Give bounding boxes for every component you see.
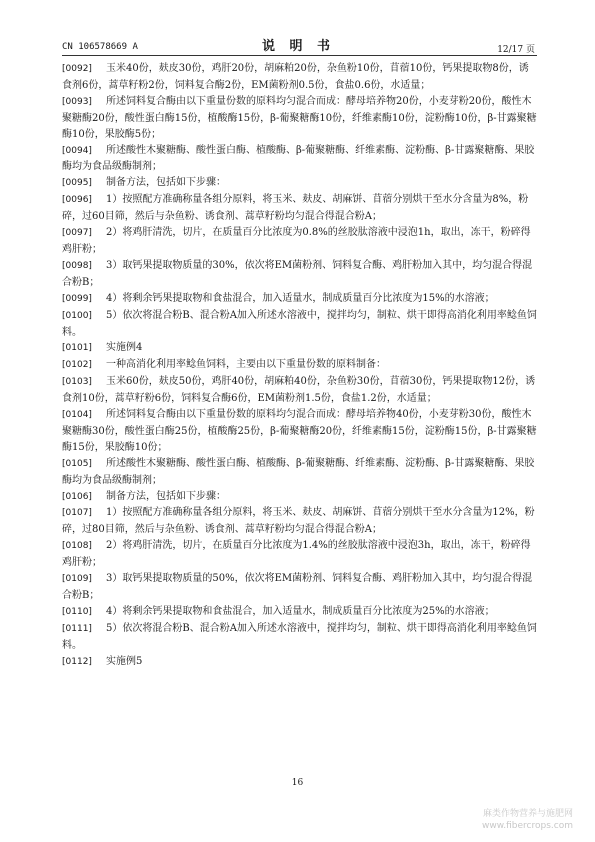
paragraph [62, 258, 538, 291]
paragraph-text: 制备方法，包括如下步骤： [106, 490, 226, 502]
paragraph [62, 654, 538, 671]
paragraph-text: 3）取钙果提取物质量的30%，依次将EM菌粉剂、饲料复合酶、鸡肝粉加入其中，均匀混合得混合粉B； [62, 259, 533, 288]
paragraph [62, 374, 538, 407]
paragraph-text: 1）按照配方准确称量各组分原料，将玉米、麸皮、胡麻饼、苜蓿分别烘干至水分含量为12%，粉碎，过80目筛，然后与杂鱼粉、诱食剂、蒿草籽粉均匀混合得混合粉A； [62, 507, 535, 536]
paragraph-number: [0112] [62, 656, 92, 667]
paragraph-number: [0092] [62, 64, 92, 74]
watermark-title: 麻类作物营养与施肥网 [482, 809, 573, 819]
paragraph [62, 94, 538, 143]
paragraph-text: 制备方法，包括如下步骤： [106, 177, 226, 189]
paragraph-text: 5）依次将混合粉B、混合粉A加入所述水溶液中，搅拌均匀，制粒、烘干即得高消化利用率鲶鱼饲料。 [62, 622, 537, 651]
page-header [62, 30, 535, 56]
paragraph-number: [0105] [62, 458, 92, 469]
paragraph-number: [0106] [62, 491, 92, 502]
page-number: 16 [291, 778, 304, 788]
paragraph-text: 玉米60份，麸皮50份，鸡肝40份，胡麻粕40份，杂鱼粉30份，苜蓿30份，钙果提取物12份，诱食剂10份，蒿草籽粉6份，饲料复合酶6份，EM菌粉剂1.5份，食盐1.2份，水适量； [62, 376, 536, 405]
paragraph-number: [0101] [62, 343, 92, 354]
paragraph [62, 571, 538, 604]
document-title: 说 明 书 [261, 39, 336, 54]
paragraph-number: [0098] [62, 260, 92, 271]
paragraph-number: [0109] [62, 574, 92, 585]
paragraph [62, 456, 538, 489]
paragraph [62, 143, 538, 176]
paragraph-text: 玉米40份，麸皮30份，鸡肝20份，胡麻粕20份，杂鱼粉10份，苜蓿10份，钙果提取物8份，诱食剂6份，蒿草籽粉2份，饲料复合酶2份，EM菌粉剂0.5份，食盐0.6份，水适量； [62, 63, 529, 91]
patent-number: CN 106578669 A [62, 42, 138, 52]
paragraph-text: 2）将鸡肝清洗，切片，在质量百分比浓度为0.8%的丝胶肽溶液中浸泡1h，取出，冻干，粉碎得鸡肝粉； [62, 227, 531, 255]
paragraph-number: [0107] [62, 508, 92, 519]
paragraph-number: [0099] [62, 293, 92, 304]
paragraph [62, 489, 538, 506]
paragraph-number: [0111] [62, 623, 92, 634]
paragraph-text: 3）取钙果提取物质量的50%，依次将EM菌粉剂、饲料复合酶、鸡肝粉加入其中，均匀混合得混合粉B； [62, 573, 533, 601]
header-rule [62, 55, 537, 56]
paragraph [62, 175, 538, 192]
paragraph-number: [0103] [62, 377, 92, 388]
paragraph-text: 所述饲料复合酶由以下重量份数的原料均匀混合而成：酵母培养物40份，小麦芽粉30份，酸性木聚糖酶30份，酸性蛋白酶25份，植酸酶25份，β-葡聚糖酶20份，纤维素酶15份，淀粉酶15份，β-甘露聚糖酶15份，果胶酶10份； [62, 409, 537, 453]
paragraph-number: [0095] [62, 178, 92, 189]
paragraph [62, 407, 538, 456]
page-of-count: 12/17 页 [497, 45, 535, 55]
paragraph-number: [0110] [62, 606, 92, 617]
paragraph [62, 61, 538, 94]
paragraph-number: [0094] [62, 145, 92, 156]
paragraph-text: 1）按照配方准确称量各组分原料，将玉米、麸皮、胡麻饼、苜蓿分别烘干至水分含量为8%，粉碎，过60目筛，然后与杂鱼粉、诱食剂、蒿草籽粉均匀混合得混合粉A； [62, 194, 529, 223]
paragraph-text: 2）将鸡肝清洗，切片，在质量百分比浓度为1.4%的丝胶肽溶液中浸泡3h，取出，冻干，粉碎得鸡肝粉； [62, 540, 531, 569]
paragraph-number: [0102] [62, 360, 92, 371]
paragraph [62, 357, 538, 374]
paragraph-text: 4）将剩余钙果提取物和食盐混合，加入适量水，制成质量百分比浓度为25%的水溶液； [106, 605, 495, 617]
paragraph [62, 192, 538, 225]
paragraph [62, 291, 538, 308]
paragraph [62, 621, 538, 654]
paragraph-text: 所述酸性木聚糖酶、酸性蛋白酶、植酸酶、β-葡聚糖酶、纤维素酶、淀粉酶、β-甘露聚糖酶、果胶酶均为食品级酶制剂； [62, 457, 535, 486]
paragraph-text: 实施例4 [106, 342, 143, 354]
paragraph-text: 5）依次将混合粉B、混合粉A加入所述水溶液中，搅拌均匀，制粒、烘干即得高消化利用率鲶鱼饲料。 [62, 309, 537, 338]
paragraph-text: 4）将剩余钙果提取物和食盐混合，加入适量水，制成质量百分比浓度为15%的水溶液； [106, 292, 495, 304]
paragraph [62, 308, 538, 341]
paragraph-number: [0097] [62, 228, 92, 239]
watermark-url: www.fibercrops.com [482, 821, 573, 831]
paragraph-text: 实施例5 [106, 655, 143, 667]
paragraph-number: [0108] [62, 541, 92, 552]
paragraph-number: [0100] [62, 310, 92, 321]
description-body [62, 61, 538, 671]
paragraph [62, 340, 538, 357]
paragraph [62, 225, 538, 258]
paragraph-text: 所述酸性木聚糖酶、酸性蛋白酶、植酸酶、β-葡聚糖酶、纤维素酶、淀粉酶、β-甘露聚糖酶、果胶酶均为食品级酶制剂； [62, 144, 535, 173]
site-watermark [482, 808, 573, 832]
paragraph-number: [0104] [62, 410, 92, 421]
paragraph [62, 604, 538, 621]
paragraph-number: [0093] [62, 96, 92, 107]
paragraph [62, 538, 538, 571]
paragraph-text: 一种高消化利用率鲶鱼饲料，主要由以下重量份数的原料制备： [106, 359, 386, 371]
paragraph [62, 505, 538, 538]
paragraph-text: 所述饲料复合酶由以下重量份数的原料均匀混合而成：酵母培养物20份，小麦芽粉20份，酸性木聚糖酶20份，酸性蛋白酶15份，植酸酶15份，β-葡聚糖酶10份，纤维素酶10份，淀粉酶10份，β-甘露聚糖酶10份，果胶酶5份； [62, 95, 537, 140]
paragraph-number: [0096] [62, 195, 92, 206]
